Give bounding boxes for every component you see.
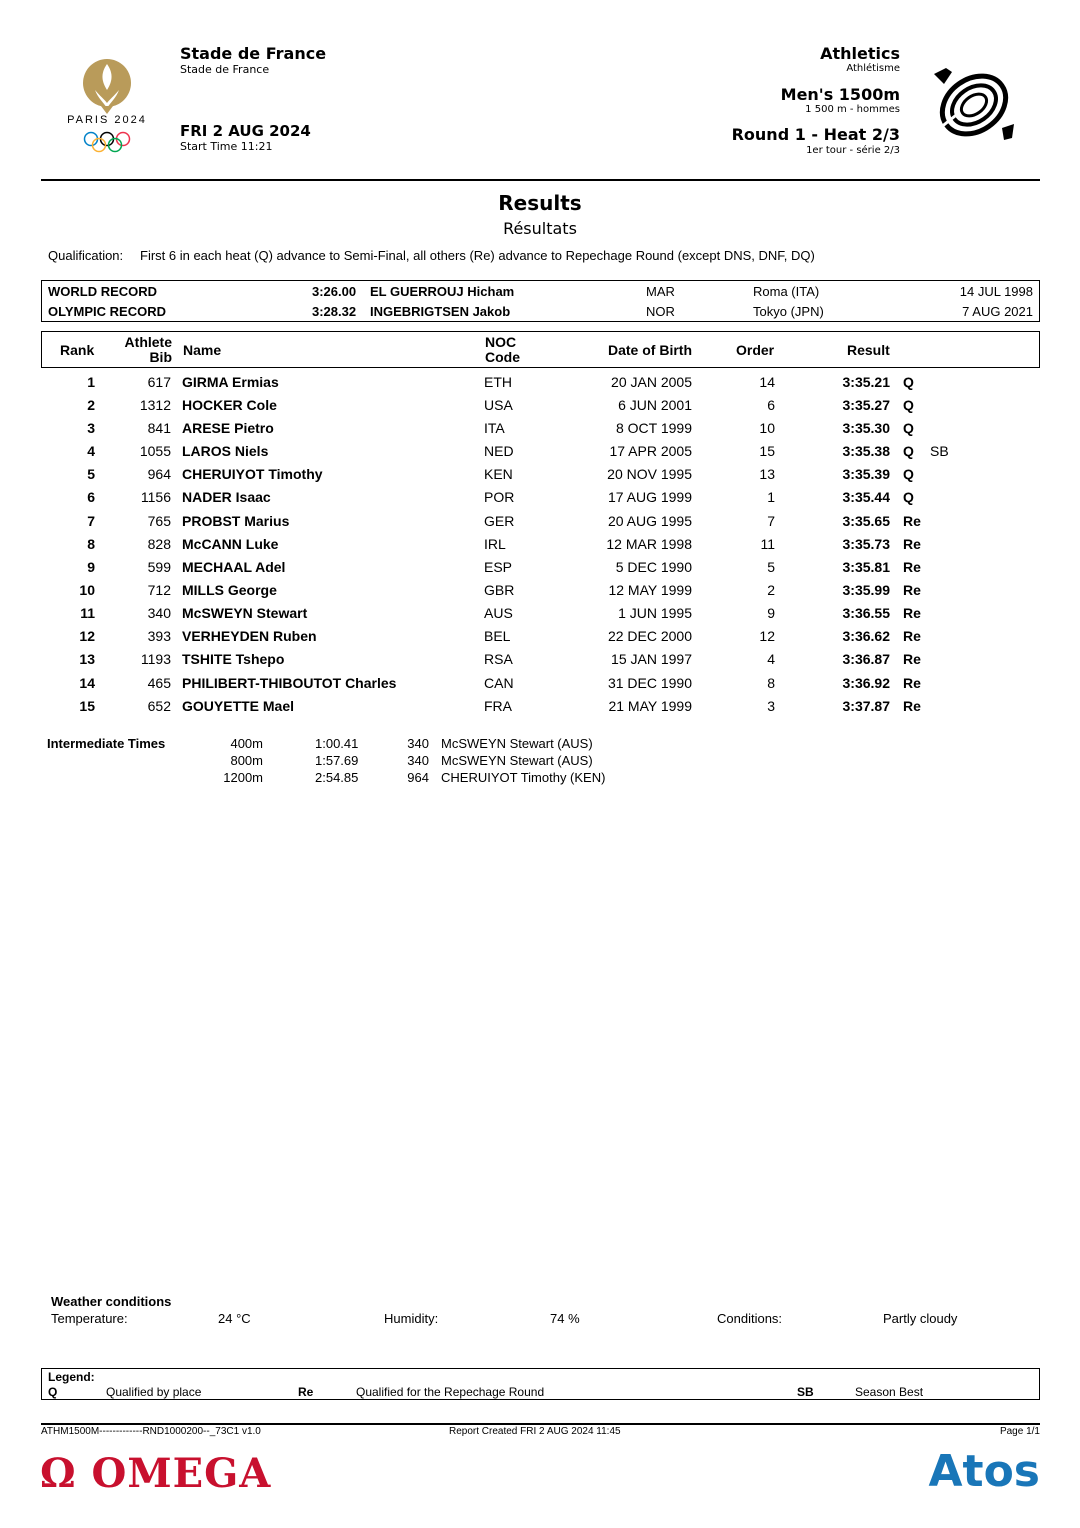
dob: 1 JUN 1995 bbox=[618, 605, 692, 621]
result: 3:35.73 bbox=[842, 536, 890, 552]
order: 14 bbox=[759, 374, 775, 390]
athletics-track-icon bbox=[926, 58, 1022, 148]
result: 3:36.87 bbox=[842, 651, 890, 667]
order: 9 bbox=[767, 605, 775, 621]
athlete-name: PHILIBERT-THIBOUTOT Charles bbox=[182, 675, 397, 691]
order: 7 bbox=[767, 513, 775, 529]
humidity-label: Humidity: bbox=[384, 1311, 439, 1326]
athlete-name: ARESE Pietro bbox=[182, 420, 274, 436]
athlete-name: McSWEYN Stewart bbox=[182, 605, 308, 621]
qualification-mark: Q bbox=[903, 374, 914, 390]
bib: 1193 bbox=[140, 651, 171, 667]
legend-code: SB bbox=[797, 1385, 814, 1399]
bib: 841 bbox=[147, 420, 171, 436]
record-row bbox=[42, 301, 1039, 321]
result: 3:35.21 bbox=[842, 374, 890, 390]
col-bib-line1: Athlete bbox=[124, 334, 172, 350]
result: 3:35.99 bbox=[842, 582, 890, 598]
table-row bbox=[41, 372, 1040, 392]
dob: 22 DEC 2000 bbox=[607, 628, 692, 644]
legend-code: Re bbox=[298, 1385, 314, 1399]
noc: USA bbox=[484, 397, 513, 413]
qualification-mark: Re bbox=[903, 628, 921, 644]
record-holder: INGEBRIGTSEN Jakob bbox=[370, 304, 511, 319]
legend-code: Q bbox=[48, 1385, 58, 1399]
order: 15 bbox=[759, 443, 775, 459]
dob: 21 MAY 1999 bbox=[608, 698, 692, 714]
athlete-name: PROBST Marius bbox=[182, 513, 290, 529]
bib: 617 bbox=[147, 374, 171, 390]
qualification-mark: Re bbox=[903, 675, 921, 691]
qualification-mark: Re bbox=[903, 605, 921, 621]
event-name: Men's 1500m bbox=[780, 85, 900, 104]
table-row bbox=[41, 673, 1040, 693]
page-subtitle: Résultats bbox=[503, 219, 577, 238]
rank: 11 bbox=[80, 605, 95, 621]
athlete-name: MILLS George bbox=[182, 582, 277, 598]
records-box bbox=[41, 280, 1040, 322]
bib: 599 bbox=[147, 559, 171, 575]
order: 1 bbox=[767, 489, 775, 505]
noc: POR bbox=[484, 489, 515, 505]
split-bib: 340 bbox=[407, 736, 429, 751]
noc: ITA bbox=[484, 420, 505, 436]
split-distance: 400m bbox=[230, 736, 263, 751]
humidity-value: 74 % bbox=[550, 1311, 580, 1326]
table-row bbox=[41, 395, 1040, 415]
table-row bbox=[41, 441, 1040, 461]
split-row bbox=[47, 736, 747, 753]
noc: IRL bbox=[484, 536, 506, 552]
rank: 3 bbox=[87, 420, 95, 436]
dob: 17 AUG 1999 bbox=[607, 489, 692, 505]
record-place: Roma (ITA) bbox=[753, 284, 820, 299]
report-code: ATHM1500M-------------RND1000200--_73C1 v1.0 bbox=[41, 1426, 261, 1437]
qualification-label: Qualification: bbox=[48, 248, 124, 263]
sport-name-sub: Athlétisme bbox=[846, 63, 900, 74]
qualification-mark: Q bbox=[903, 466, 914, 482]
footer-divider bbox=[41, 1423, 1040, 1425]
col-noc-line2: Code bbox=[485, 349, 520, 365]
table-row bbox=[41, 534, 1040, 554]
noc: ETH bbox=[484, 374, 512, 390]
athlete-name: GIRMA Ermias bbox=[182, 374, 279, 390]
qualification-mark: Q bbox=[903, 420, 914, 436]
rank: 13 bbox=[79, 651, 95, 667]
qualification-text: First 6 in each heat (Q) advance to Semi-Final, all others (Re) advance to Repechage Round (except DNS, DNF, DQ) bbox=[140, 248, 815, 263]
conditions-value: Partly cloudy bbox=[883, 1311, 958, 1326]
split-time: 2:54.85 bbox=[315, 770, 359, 785]
order: 6 bbox=[767, 397, 775, 413]
table-row bbox=[41, 696, 1040, 716]
report-created: Report Created FRI 2 AUG 2024 11:45 bbox=[449, 1426, 621, 1437]
legend-text: Qualified for the Repechage Round bbox=[356, 1385, 545, 1399]
bib: 465 bbox=[147, 675, 171, 691]
result: 3:35.65 bbox=[842, 513, 890, 529]
record-mark: SB bbox=[930, 443, 949, 459]
rank: 14 bbox=[79, 675, 95, 691]
athlete-name: TSHITE Tshepo bbox=[182, 651, 285, 667]
order: 11 bbox=[760, 536, 775, 552]
bib: 1312 bbox=[139, 397, 171, 413]
noc: GER bbox=[484, 513, 515, 529]
athlete-name: MECHAAL Adel bbox=[182, 559, 286, 575]
split-leader: McSWEYN Stewart (AUS) bbox=[441, 736, 593, 751]
athlete-name: HOCKER Cole bbox=[182, 397, 277, 413]
table-row bbox=[41, 487, 1040, 507]
rank: 8 bbox=[87, 536, 95, 552]
col-bib-line2: Bib bbox=[149, 349, 172, 365]
split-row bbox=[47, 770, 747, 787]
split-row bbox=[47, 753, 747, 770]
result: 3:36.62 bbox=[842, 628, 890, 644]
event-name-sub: 1 500 m - hommes bbox=[805, 104, 900, 115]
split-time: 1:00.41 bbox=[315, 736, 359, 751]
result: 3:35.81 bbox=[842, 559, 890, 575]
table-row bbox=[41, 580, 1040, 600]
qualification-mark: Q bbox=[903, 489, 914, 505]
bib: 1055 bbox=[139, 443, 171, 459]
page-number: Page 1/1 bbox=[999, 1426, 1040, 1437]
rank: 2 bbox=[87, 397, 95, 413]
table-row bbox=[41, 649, 1040, 669]
athlete-name: McCANN Luke bbox=[182, 536, 279, 552]
split-distance: 1200m bbox=[223, 770, 263, 785]
atos-logo: Atos bbox=[928, 1446, 1040, 1497]
qualification-mark: Re bbox=[903, 582, 921, 598]
bib: 393 bbox=[147, 628, 171, 644]
header-divider bbox=[41, 179, 1040, 181]
rank: 6 bbox=[87, 489, 95, 505]
paris-2024-emblem bbox=[62, 56, 152, 156]
bib: 765 bbox=[147, 513, 171, 529]
qualification-mark: Re bbox=[903, 698, 921, 714]
noc: FRA bbox=[484, 698, 512, 714]
noc: GBR bbox=[484, 582, 515, 598]
event-date: FRI 2 AUG 2024 bbox=[180, 122, 311, 140]
order: 8 bbox=[767, 675, 775, 691]
split-time: 1:57.69 bbox=[315, 753, 359, 768]
omega-logo: Ω OMEGA bbox=[40, 1450, 272, 1497]
record-date: 7 AUG 2021 bbox=[962, 304, 1033, 319]
legend-box bbox=[41, 1368, 1040, 1400]
bib: 652 bbox=[147, 698, 171, 714]
qualification-mark: Re bbox=[903, 651, 921, 667]
dob: 31 DEC 1990 bbox=[607, 675, 692, 691]
dob: 20 NOV 1995 bbox=[607, 466, 692, 482]
start-time: Start Time 11:21 bbox=[180, 140, 273, 153]
rank: 4 bbox=[87, 443, 95, 459]
record-type: OLYMPIC RECORD bbox=[48, 304, 166, 319]
rank: 15 bbox=[79, 698, 95, 714]
order: 10 bbox=[759, 420, 775, 436]
legend-text: Qualified by place bbox=[106, 1385, 202, 1399]
olympic-rings-icon bbox=[83, 131, 131, 153]
table-row bbox=[41, 557, 1040, 577]
result: 3:35.27 bbox=[842, 397, 890, 413]
bib: 964 bbox=[147, 466, 171, 482]
split-bib: 340 bbox=[407, 753, 429, 768]
record-row bbox=[42, 281, 1039, 301]
table-row bbox=[41, 464, 1040, 484]
record-holder: EL GUERROUJ Hicham bbox=[370, 284, 515, 299]
qualification-mark: Re bbox=[903, 559, 921, 575]
result: 3:36.55 bbox=[842, 605, 890, 621]
col-dob: Date of Birth bbox=[608, 342, 692, 358]
dob: 20 AUG 1995 bbox=[607, 513, 692, 529]
result: 3:37.87 bbox=[842, 698, 890, 714]
conditions-label: Conditions: bbox=[717, 1311, 783, 1326]
legend-text: Season Best bbox=[855, 1385, 924, 1399]
split-bib: 964 bbox=[407, 770, 429, 785]
rank: 5 bbox=[87, 466, 95, 482]
temperature-label: Temperature: bbox=[51, 1311, 128, 1326]
athlete-name: VERHEYDEN Ruben bbox=[182, 628, 317, 644]
table-row bbox=[41, 603, 1040, 623]
dob: 12 MAY 1999 bbox=[608, 582, 692, 598]
record-noc: NOR bbox=[646, 304, 675, 319]
noc: KEN bbox=[484, 466, 513, 482]
noc: NED bbox=[484, 443, 514, 459]
temperature-value: 24 °C bbox=[218, 1311, 251, 1326]
dob: 12 MAR 1998 bbox=[606, 536, 692, 552]
athlete-name: CHERUIYOT Timothy bbox=[182, 466, 323, 482]
bib: 828 bbox=[147, 536, 171, 552]
qualification-mark: Q bbox=[903, 443, 914, 459]
dob: 5 DEC 1990 bbox=[615, 559, 692, 575]
page-title: Results bbox=[498, 191, 582, 215]
result: 3:35.39 bbox=[842, 466, 890, 482]
record-time: 3:26.00 bbox=[312, 284, 357, 299]
col-order: Order bbox=[736, 342, 775, 358]
result: 3:35.38 bbox=[842, 443, 890, 459]
table-row bbox=[41, 418, 1040, 438]
order: 4 bbox=[767, 651, 775, 667]
record-date: 14 JUL 1998 bbox=[959, 284, 1033, 299]
order: 2 bbox=[767, 582, 775, 598]
weather-title: Weather conditions bbox=[51, 1294, 172, 1309]
dob: 17 APR 2005 bbox=[609, 443, 692, 459]
sport-name: Athletics bbox=[820, 44, 900, 63]
qualification-mark: Re bbox=[903, 536, 921, 552]
athlete-name: LAROS Niels bbox=[182, 443, 269, 459]
paris-2024-text: PARIS 2024 bbox=[67, 114, 147, 126]
athlete-name: GOUYETTE Mael bbox=[182, 698, 295, 714]
order: 3 bbox=[767, 698, 775, 714]
dob: 8 OCT 1999 bbox=[615, 420, 692, 436]
rank: 10 bbox=[79, 582, 95, 598]
record-place: Tokyo (JPN) bbox=[753, 304, 824, 319]
dob: 15 JAN 1997 bbox=[611, 651, 692, 667]
col-rank: Rank bbox=[60, 342, 95, 358]
record-type: WORLD RECORD bbox=[48, 284, 158, 299]
table-row bbox=[41, 626, 1040, 646]
split-leader: McSWEYN Stewart (AUS) bbox=[441, 753, 593, 768]
split-distance: 800m bbox=[230, 753, 263, 768]
result: 3:35.30 bbox=[842, 420, 890, 436]
dob: 6 JUN 2001 bbox=[618, 397, 692, 413]
bib: 340 bbox=[147, 605, 171, 621]
intermediate-label: Intermediate Times bbox=[47, 736, 166, 751]
table-row bbox=[41, 511, 1040, 531]
noc: BEL bbox=[484, 628, 511, 644]
col-result: Result bbox=[847, 342, 890, 358]
dob: 20 JAN 2005 bbox=[611, 374, 692, 390]
athlete-name: NADER Isaac bbox=[182, 489, 271, 505]
col-name: Name bbox=[183, 342, 222, 358]
bib: 1156 bbox=[140, 489, 171, 505]
result: 3:36.92 bbox=[842, 675, 890, 691]
split-leader: CHERUIYOT Timothy (KEN) bbox=[441, 770, 606, 785]
intermediate-times bbox=[47, 736, 747, 796]
rank: 9 bbox=[87, 559, 95, 575]
order: 12 bbox=[759, 628, 775, 644]
col-noc-line1: NOC bbox=[485, 334, 517, 350]
round-name-sub: 1er tour - série 2/3 bbox=[806, 145, 900, 156]
qualification-mark: Q bbox=[903, 397, 914, 413]
noc: CAN bbox=[484, 675, 514, 691]
noc: RSA bbox=[484, 651, 513, 667]
bib: 712 bbox=[147, 582, 171, 598]
order: 13 bbox=[759, 466, 775, 482]
paris-flame-icon bbox=[62, 56, 152, 116]
round-name: Round 1 - Heat 2/3 bbox=[731, 125, 900, 144]
venue-name-sub: Stade de France bbox=[180, 63, 270, 76]
result: 3:35.44 bbox=[842, 489, 890, 505]
rank: 1 bbox=[87, 374, 95, 390]
results-table-header bbox=[41, 331, 1040, 368]
order: 5 bbox=[767, 559, 775, 575]
record-time: 3:28.32 bbox=[312, 304, 357, 319]
noc: ESP bbox=[484, 559, 513, 575]
rank: 7 bbox=[87, 513, 95, 529]
rank: 12 bbox=[79, 628, 95, 644]
legend-title: Legend: bbox=[48, 1370, 95, 1384]
venue-name: Stade de France bbox=[180, 44, 327, 63]
record-noc: MAR bbox=[646, 284, 675, 299]
noc: AUS bbox=[484, 605, 513, 621]
qualification-mark: Re bbox=[903, 513, 921, 529]
